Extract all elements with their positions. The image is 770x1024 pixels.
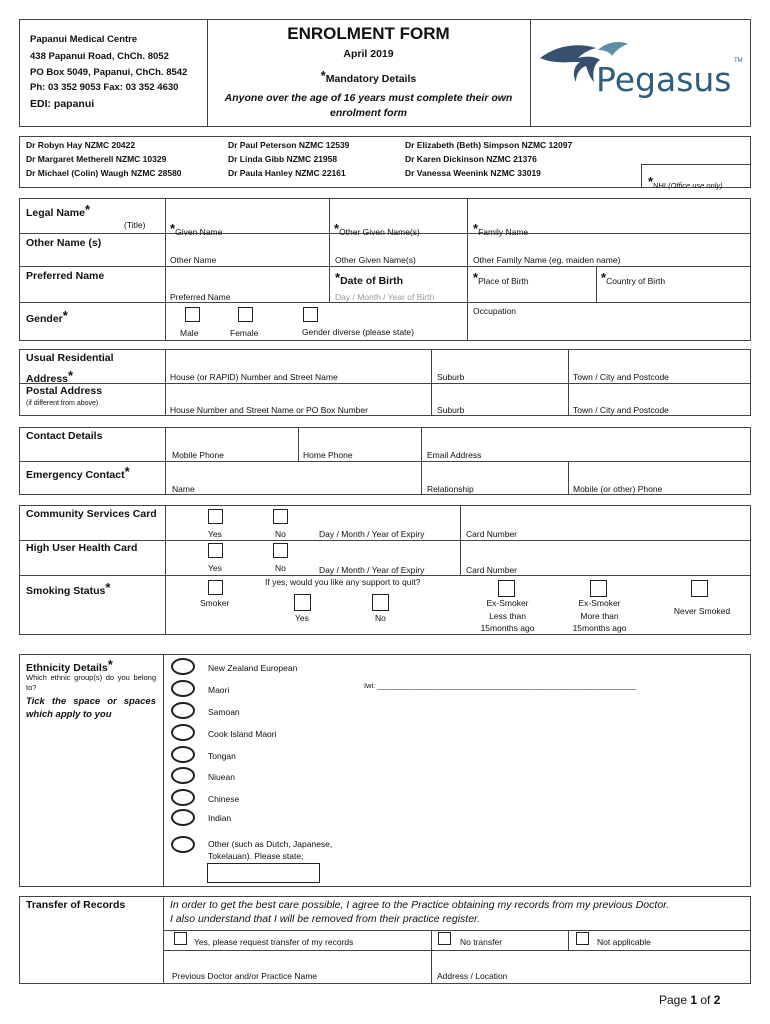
other-names-label: Other Name (s) [26,237,102,249]
emergency-contact-label: Emergency Contact* [26,464,130,481]
doctor: Dr Elizabeth (Beth) Simpson NZMC 12097 [405,140,573,150]
ex-less-line1: Ex-Smoker [486,598,529,608]
place-of-birth-label: *Place of Birth [473,270,529,286]
no-label: No [275,563,286,573]
ethnicity-option: Maori [208,685,230,695]
doctor: Dr Margaret Metherell NZMC 10329 [26,154,167,164]
support-yes-checkbox[interactable] [294,594,311,611]
divider [165,505,166,635]
postal-address-label: Postal Address [26,385,103,397]
divider [568,930,569,950]
legal-name-label: Legal Name* [26,202,91,219]
male-label: Male [180,328,199,338]
gender-label: Gender* [26,308,68,325]
divider [19,302,751,303]
female-label: Female [230,328,259,338]
huhc-label: High User Health Card [26,542,138,554]
gender-diverse-checkbox[interactable] [303,307,318,322]
ethnicity-indian-radio[interactable] [171,809,195,826]
nhi-field[interactable] [720,166,748,174]
yes-transfer-label: Yes, please request transfer of my records [194,937,354,947]
practice-address: 438 Papanui Road, ChCh. 8052 [30,51,169,62]
ex-less-line3: 15months ago [480,623,535,633]
divider [641,164,751,165]
usual-address-label-1: Usual Residential [26,352,114,364]
huhc-no-checkbox[interactable] [273,543,288,558]
divider [530,19,531,127]
postal-note: (if different from above) [26,400,99,407]
doctor: Dr Michael (Colin) Waugh NZMC 28580 [26,168,182,178]
ethnicity-option: Samoan [208,707,240,717]
family-name-label: *Family Name [473,221,529,237]
ethnicity-chinese-radio[interactable] [171,789,195,806]
preferred-name-label: Preferred Name [170,292,231,302]
ethnicity-samoan-radio[interactable] [171,702,195,719]
ethnicity-tongan-radio[interactable] [171,746,195,763]
card-number-label: Card Number [466,529,518,539]
smoker-label: Smoker [200,598,230,608]
not-applicable-label: Not applicable [597,937,651,947]
ex-less-line2: Less than [489,611,526,621]
ethnicity-maori-radio[interactable] [171,680,195,697]
doctor: Dr Karen Dickinson NZMC 21376 [405,154,537,164]
asterisk: * [473,221,479,236]
doctor: Dr Robyn Hay NZMC 20422 [26,140,136,150]
divider [165,198,166,341]
contact-details-field[interactable] [166,428,750,448]
ethnicity-option: Cook Island Maori [208,729,277,739]
ethnicity-niuean-radio[interactable] [171,767,195,784]
ethnicity-option: New Zealand European [208,663,298,673]
other-label-line2: Tokelauan). Please state; [208,851,304,861]
divider [19,575,751,576]
ethnicity-option: Niuean [208,772,235,782]
yes-label: Yes [208,529,222,539]
transfer-label: Transfer of Records [26,899,126,911]
expiry-label: Day / Month / Year of Expiry [319,529,425,539]
asterisk: * [84,202,91,217]
given-name-label: *Given Name [170,221,223,237]
house-street-label: House (or RAPID) Number and Street Name [170,372,338,382]
divider [19,266,751,267]
practice-phone: Ph: 03 352 9053 Fax: 03 352 4630 [30,82,179,93]
residential-address-field[interactable] [166,350,750,370]
smoker-checkbox[interactable] [208,580,223,595]
gender-diverse-label: Gender diverse (please state) [302,327,414,337]
huhc-yes-checkbox[interactable] [208,543,223,558]
divider [467,198,468,341]
preferred-name-heading: Preferred Name [26,270,105,282]
other-given-label: *Other Given Name(s) [334,221,420,237]
ethnicity-nz-european-radio[interactable] [171,658,195,675]
divider [163,654,164,887]
ex-smoker-more-checkbox[interactable] [590,580,607,597]
transfer-statement-2: I also understand that I will be removed from their practice register. [170,913,481,925]
contact-details-label: Contact Details [26,430,103,442]
doctor: Dr Paula Hanley NZMC 22161 [228,168,346,178]
ethnicity-option: Chinese [208,794,240,804]
form-title: ENROLMENT FORM [287,24,450,43]
ethnicity-option: Indian [208,813,232,823]
practice-edi: EDI: papanui [30,98,95,110]
gender-female-checkbox[interactable] [238,307,253,322]
yes-label: Yes [208,563,222,573]
mobile-other-label: Mobile (or other) Phone [573,484,663,494]
ex-more-line2: More than [580,611,619,621]
form-date: April 2019 [343,48,394,60]
doctor: Dr Vanessa Weenink NZMC 33019 [405,168,541,178]
ethnicity-other-radio[interactable] [171,836,195,853]
asterisk: * [334,221,340,236]
divider [596,266,597,302]
name-label: Name [172,484,195,494]
home-phone-label: Home Phone [303,450,353,460]
emergency-contact-field[interactable] [166,462,750,482]
asterisk: * [124,464,130,479]
address-location-label: Address / Location [437,971,508,981]
not-applicable-checkbox[interactable] [576,932,589,945]
divider [163,896,164,984]
suburb-label: Suburb [437,405,465,415]
ex-smoker-less-checkbox[interactable] [498,580,515,597]
asterisk: * [170,221,176,236]
asterisk: * [601,270,607,285]
asterisk: * [320,68,326,83]
practice-name: Papanui Medical Centre [30,34,138,45]
page-number: Page 1 of 2 [659,993,721,1007]
csc-yes-checkbox[interactable] [208,509,223,524]
asterisk: * [648,174,654,189]
occupation-label: Occupation [473,306,516,316]
smoking-status-label: Smoking Status* [26,580,111,597]
other-name-label: Other Name [170,255,217,265]
ethnicity-question: Which ethnic group(s) do you belong to? [26,673,156,692]
age-note-line1: Anyone over the age of 16 years must complete their own [224,92,513,104]
asterisk: * [107,657,113,672]
support-question: If yes, would you like any support to quit? [265,577,421,587]
ethnicity-cook-island-radio[interactable] [171,724,195,741]
ethnicity-other-input[interactable] [207,863,320,883]
dob-format: Day / Month / Year of Birth [335,292,435,302]
ethnicity-option: Tongan [208,751,236,761]
support-no-checkbox[interactable] [372,594,389,611]
ex-more-line1: Ex-Smoker [578,598,621,608]
logo-text: Pegasus [596,60,732,99]
csc-label: Community Services Card [26,508,157,520]
country-of-birth-label: *Country of Birth [601,270,666,286]
doctor: Dr Paul Peterson NZMC 12539 [228,140,350,150]
house-po-label: House Number and Street Name or PO Box Number [170,405,368,415]
mandatory-note: *Mandatory Details [320,68,417,85]
divider [163,930,751,931]
asterisk: * [105,580,111,595]
ethnicity-label: Ethnicity Details* [26,657,113,674]
prev-doctor-field[interactable] [164,951,430,969]
other-names-field[interactable] [166,234,750,253]
asterisk: * [335,270,341,285]
suburb-label: Suburb [437,372,465,382]
divider [19,540,751,541]
address-location-field[interactable] [432,951,750,969]
email-label: Email Address [427,450,482,460]
asterisk: * [473,270,479,285]
town-label: Town / City and Postcode [573,405,669,415]
gender-male-checkbox[interactable] [185,307,200,322]
no-transfer-label: No transfer [460,937,503,947]
nhi-label: *NHI (Office use only) [648,174,723,190]
no-label: No [375,613,386,623]
dob-label: *Date of Birth [335,270,404,287]
logo-tm: TM [734,58,743,64]
divider [641,164,642,188]
never-smoked-checkbox[interactable] [691,580,708,597]
town-label: Town / City and Postcode [573,372,669,382]
asterisk: * [68,368,74,383]
practice-po-box: PO Box 5049, Papanui, ChCh. 8542 [30,67,188,78]
doctor: Dr Linda Gibb NZMC 21958 [228,154,338,164]
transfer-yes-checkbox[interactable] [174,932,187,945]
other-given-name-label: Other Given Name(s) [335,255,416,265]
pegasus-logo [536,36,746,108]
legal-name-field[interactable] [166,199,750,219]
prev-doctor-label: Previous Doctor and/or Practice Name [172,971,318,981]
ethnicity-instruction: Tick the space or spaces which apply to you [26,696,156,720]
expiry-label: Day / Month / Year of Expiry [319,565,425,575]
other-family-label: Other Family Name (eg. maiden name) [473,255,621,265]
yes-label: Yes [295,613,309,623]
title-label: (Title) [124,220,146,230]
iwi-field[interactable]: Iwi: ______________________________________________________________ [364,681,636,690]
csc-no-checkbox[interactable] [273,509,288,524]
transfer-statement-1: In order to get the best care possible, I agree to the Practice obtaining my records from my previous Doctor. [170,899,670,911]
other-label-line1: Other (such as Dutch, Japanese, [208,839,333,849]
no-transfer-checkbox[interactable] [438,932,451,945]
asterisk: * [62,308,68,323]
never-smoked-label: Never Smoked [673,606,731,616]
postal-address-field[interactable] [166,384,750,403]
card-number-label: Card Number [466,565,518,575]
mobile-phone-label: Mobile Phone [172,450,224,460]
usual-address-label-2: Address* [26,368,74,385]
age-note-line2: enrolment form [329,107,407,119]
ex-more-line3: 15months ago [572,623,627,633]
relationship-label: Relationship [427,484,474,494]
no-label: No [275,529,286,539]
